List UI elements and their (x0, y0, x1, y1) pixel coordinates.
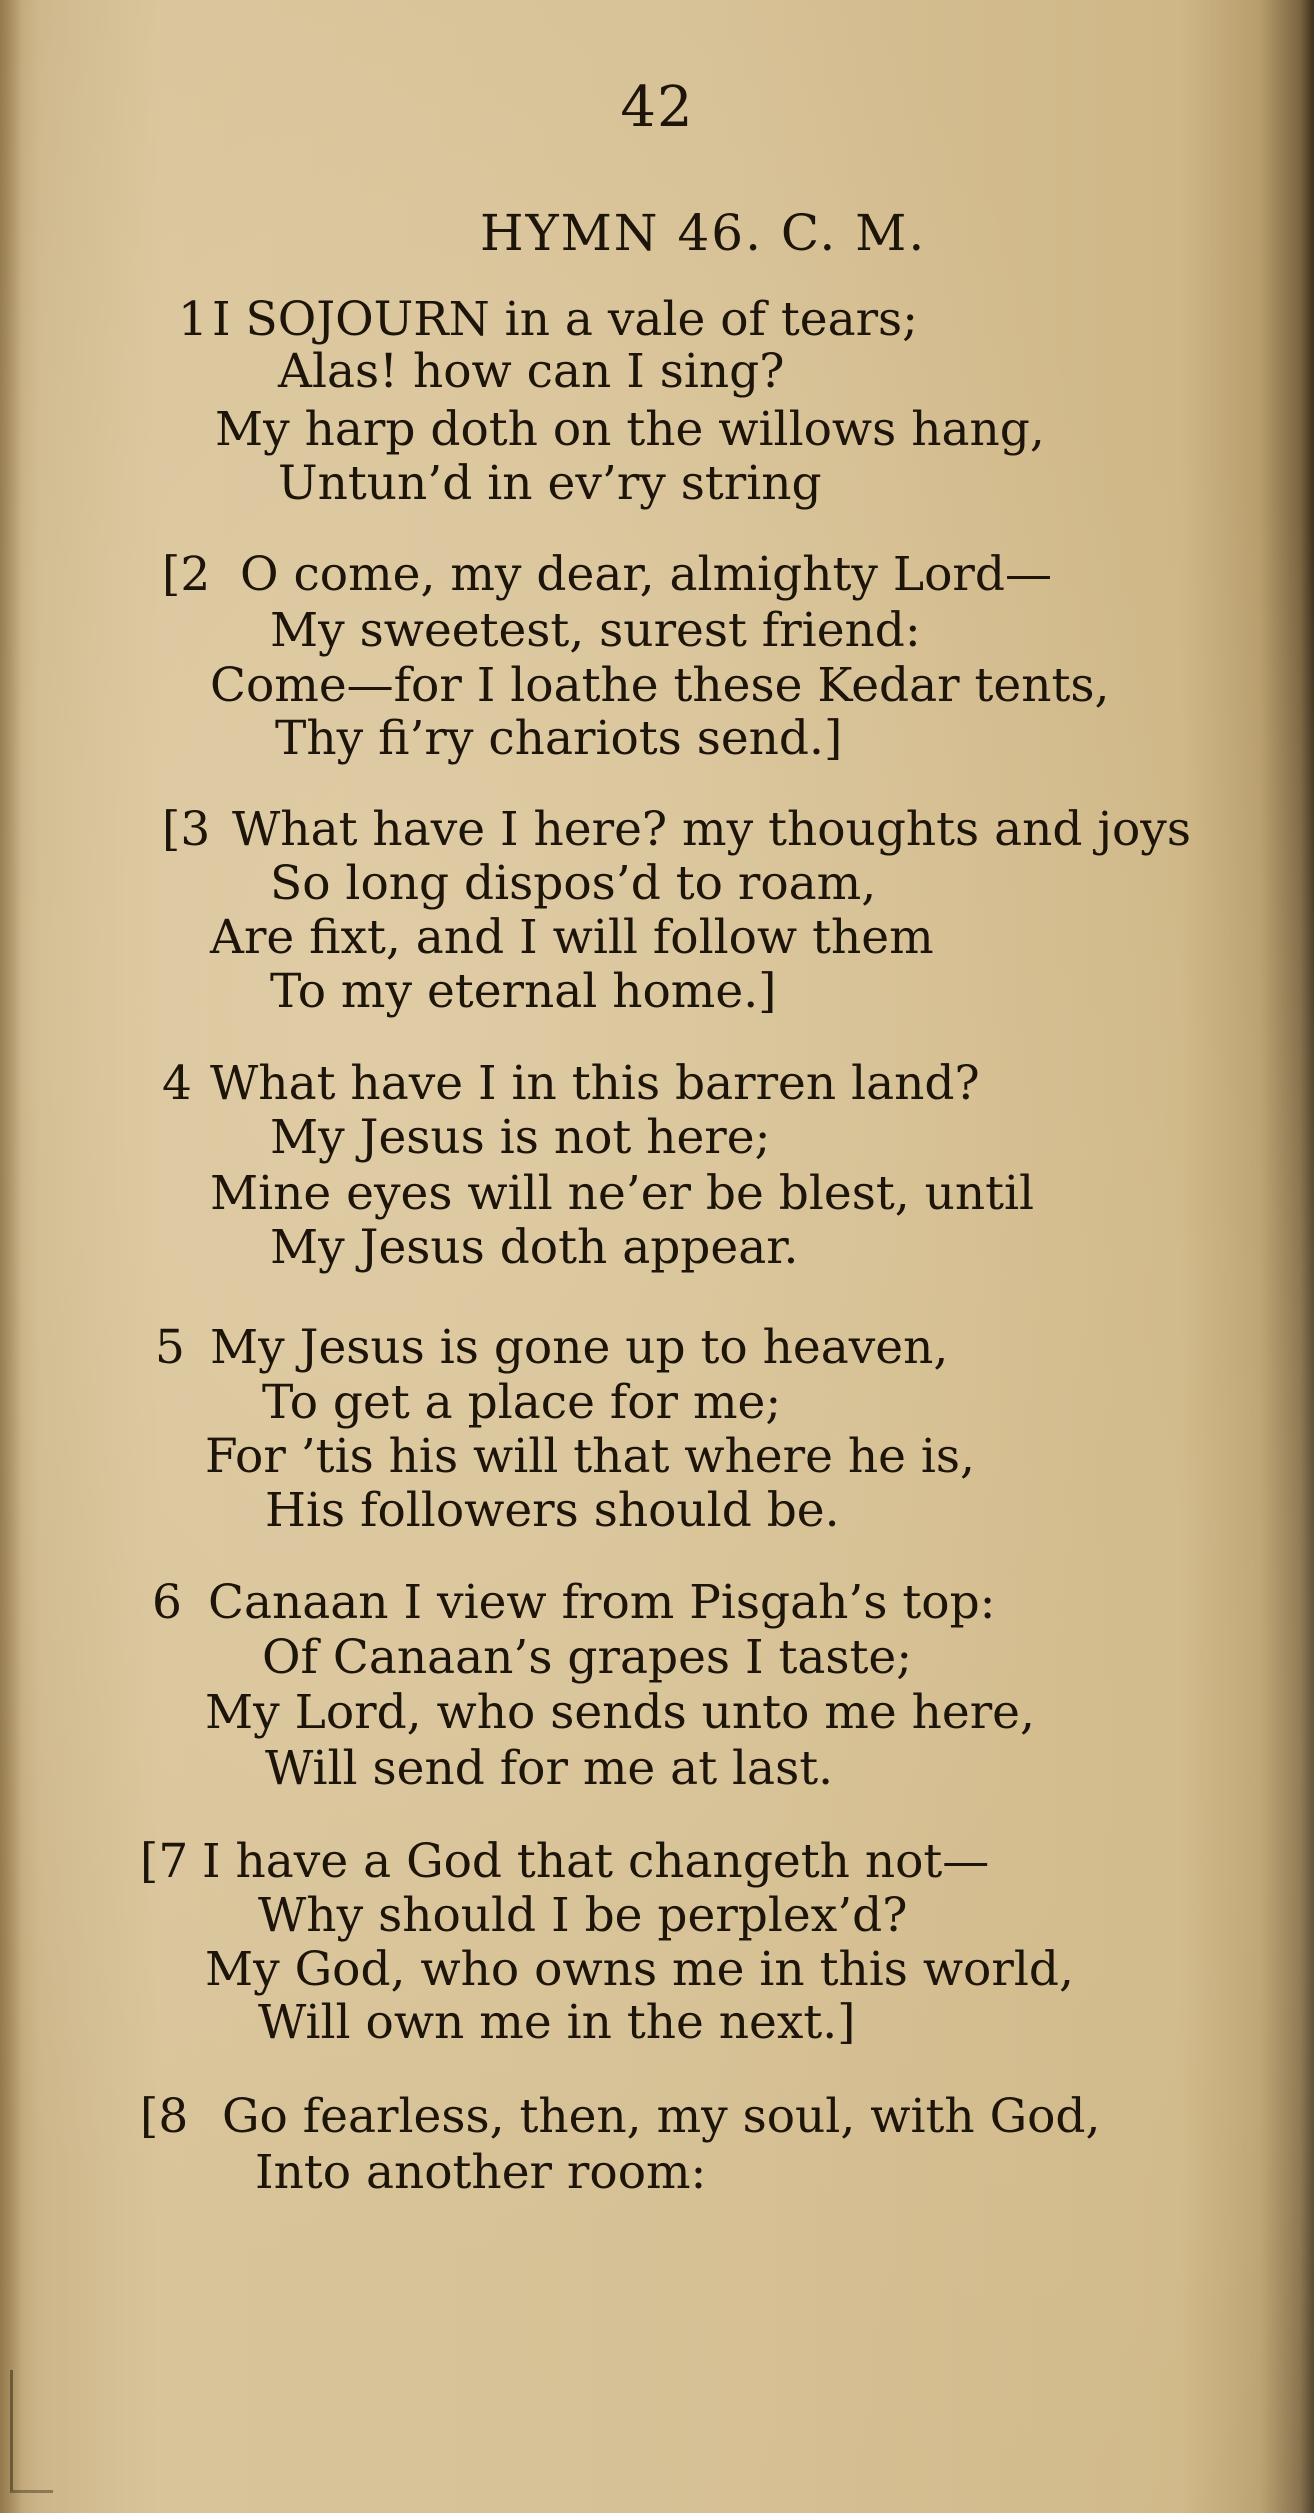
verse-line: His followers should be. (265, 1483, 840, 1538)
verse-line: Canaan I view from Pisgah’s top: (208, 1575, 996, 1630)
stanza-number: [2 (162, 547, 211, 602)
verse-line: To my eternal home.] (270, 964, 777, 1019)
verse-line: My Jesus doth appear. (270, 1220, 799, 1275)
verse-line: For ’tis his will that where he is, (205, 1429, 975, 1484)
stanza-number: 6 (152, 1575, 182, 1630)
page-number: 42 (620, 75, 694, 140)
verse-line: What have I in this barren land? (210, 1056, 980, 1111)
verse-line: Alas! how can I sing? (278, 344, 785, 399)
verse-line: To get a place for me; (262, 1375, 782, 1430)
verse-line: So long dispos’d to roam, (270, 856, 877, 911)
stanza-number: 1 (178, 292, 208, 347)
verse-line: My Jesus is gone up to heaven, (210, 1320, 949, 1375)
verse-line: Come—for I loathe these Kedar tents, (210, 658, 1110, 713)
verse-line: My harp doth on the willows hang, (215, 402, 1045, 457)
verse-line: My sweetest, surest friend: (270, 603, 921, 658)
verse-line: Thy fi’ry chariots send.] (275, 711, 843, 766)
verse-line: Untun’d in ev’ry string (278, 456, 822, 511)
verse-line: Are fixt, and I will follow them (210, 910, 934, 965)
verse-line: Of Canaan’s grapes I taste; (262, 1630, 913, 1685)
verse-line: I SOJOURN in a vale of tears; (212, 292, 919, 347)
verse-line: Will own me in the next.] (258, 1995, 856, 2050)
stanza-number: 5 (155, 1320, 185, 1375)
page-shadow-edge (0, 0, 22, 2513)
stanza-number: [8 (140, 2089, 189, 2144)
verse-line: Into another room: (255, 2145, 707, 2200)
page-corner-mark (10, 2370, 53, 2493)
verse-line: Mine eyes will ne’er be blest, until (210, 1166, 1035, 1221)
stanza-number: 4 (162, 1056, 192, 1111)
verse-line: Will send for me at last. (265, 1741, 834, 1796)
verse-line: My Lord, who sends unto me here, (205, 1685, 1035, 1740)
verse-line: I have a God that changeth not— (202, 1834, 990, 1889)
verse-line: O come, my dear, almighty Lord— (240, 547, 1052, 602)
stanza-number: [7 (140, 1834, 189, 1889)
verse-line: Why should I be perplex’d? (258, 1888, 908, 1943)
verse-line: What have I here? my thoughts and joys (232, 802, 1191, 857)
verse-line: Go fearless, then, my soul, with God, (222, 2089, 1101, 2144)
verse-line: My God, who owns me in this world, (205, 1942, 1074, 1997)
stanza-number: [3 (162, 802, 211, 857)
hymn-title: HYMN 46. C. M. (480, 204, 927, 262)
verse-line: My Jesus is not here; (270, 1110, 771, 1165)
